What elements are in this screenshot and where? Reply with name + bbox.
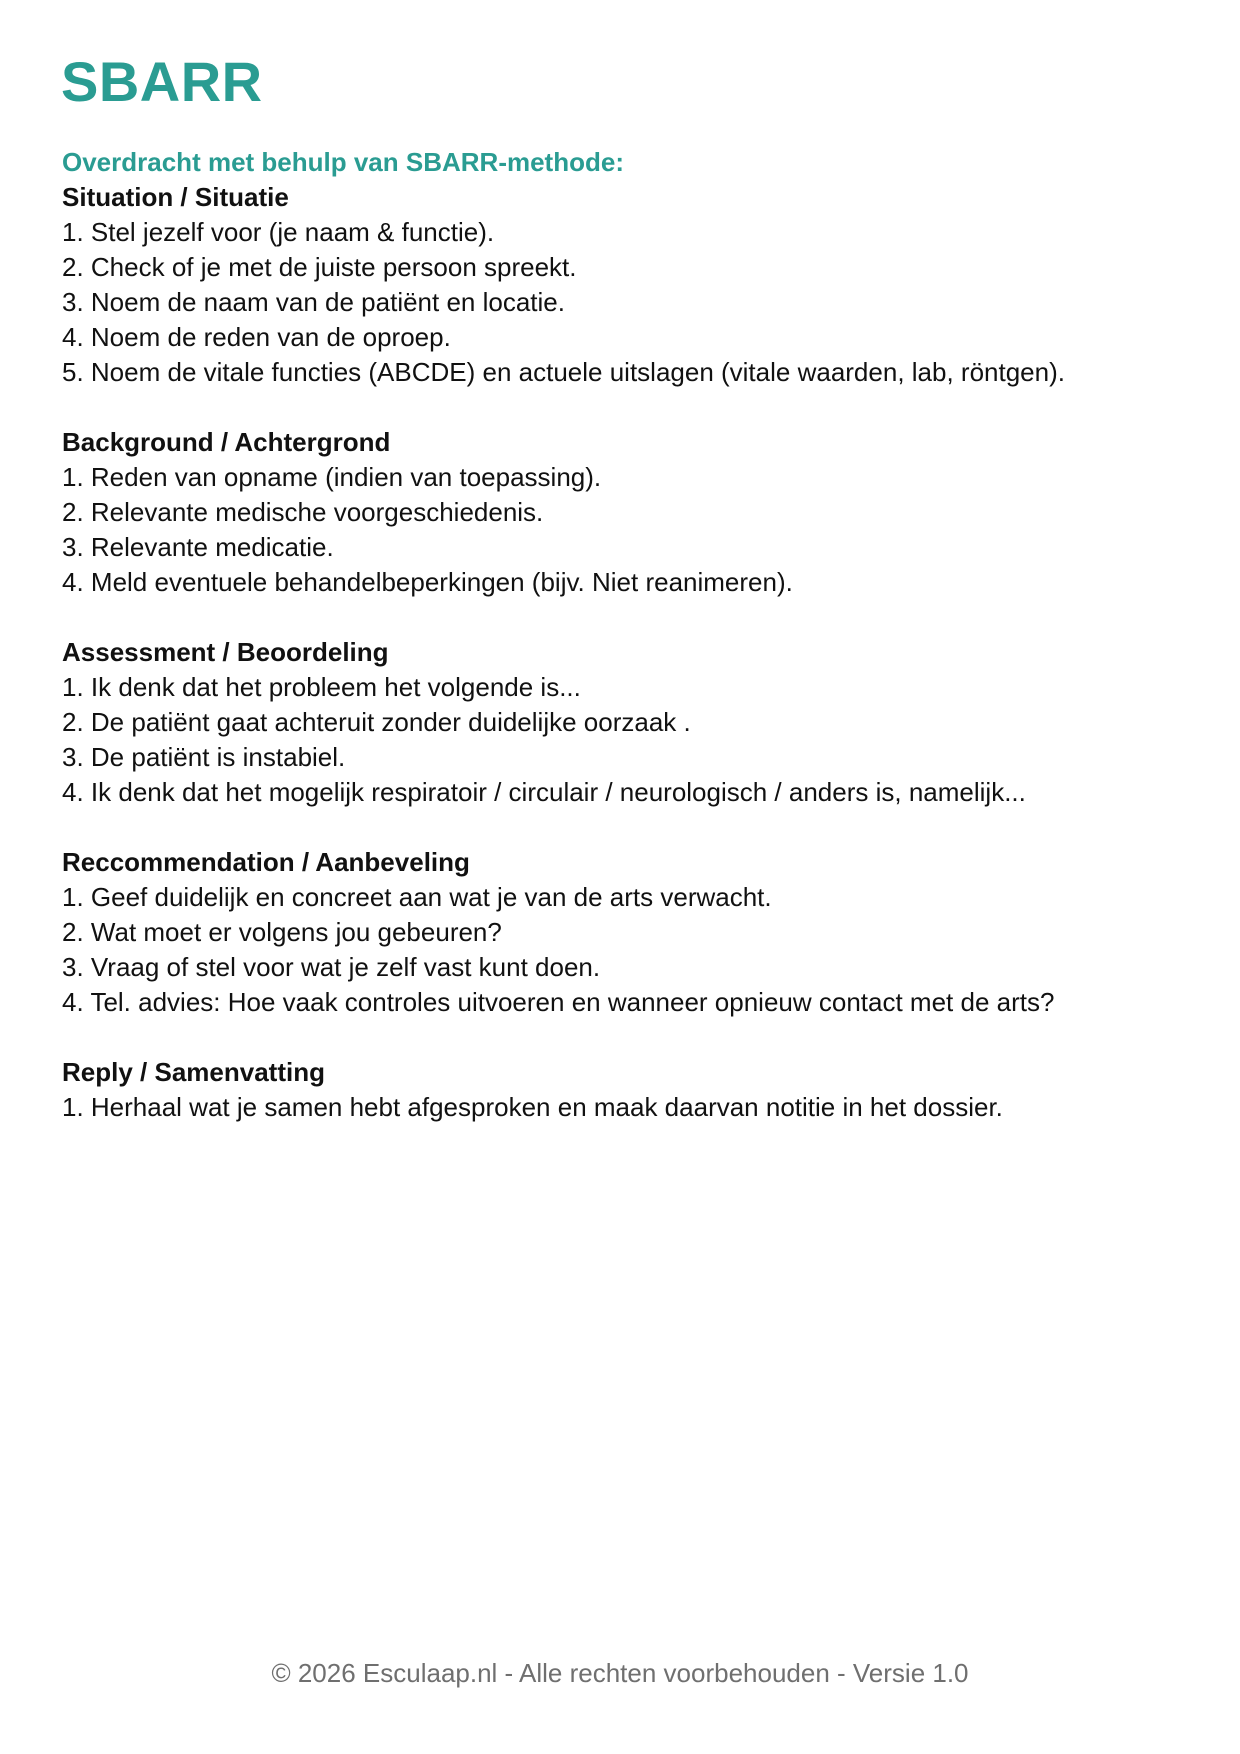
section-list	[62, 215, 1182, 390]
list-item: 4. Meld eventuele behandelbeperkingen (bijv. Niet reanimeren).	[62, 567, 793, 597]
section-reply	[62, 1055, 1182, 1125]
section-list	[62, 880, 1182, 1020]
list-item: 1. Ik denk dat het probleem het volgende is...	[62, 672, 581, 702]
list-item: 3. De patiënt is instabiel.	[62, 742, 346, 772]
section-recommendation	[62, 845, 1182, 1020]
footer-copyright: © 2026 Esculaap.nl - Alle rechten voorbehouden - Versie 1.0	[271, 1658, 969, 1688]
section-heading: Reply / Samenvatting	[62, 1057, 325, 1087]
list-item: 1. Herhaal wat je samen hebt afgesproken en maak daarvan notitie in het dossier.	[62, 1092, 1003, 1122]
list-item: 4. Noem de reden van de oproep.	[62, 322, 451, 352]
section-list	[62, 670, 1182, 810]
list-item: 2. De patiënt gaat achteruit zonder duidelijke oorzaak .	[62, 707, 691, 737]
section-heading: Situation / Situatie	[62, 182, 289, 212]
document-body	[62, 145, 1182, 1125]
list-item: 4. Ik denk dat het mogelijk respiratoir / circulair / neurologisch / anders is, namelijk...	[62, 777, 1026, 807]
section-assessment	[62, 635, 1182, 810]
list-item: 2. Wat moet er volgens jou gebeuren?	[62, 917, 502, 947]
section-heading: Assessment / Beoordeling	[62, 637, 389, 667]
intro-heading: Overdracht met behulp van SBARR-methode:	[62, 147, 624, 177]
section-background	[62, 425, 1182, 600]
section-heading: Background / Achtergrond	[62, 427, 391, 457]
list-item: 5. Noem de vitale functies (ABCDE) en actuele uitslagen (vitale waarden, lab, röntgen).	[62, 357, 1065, 387]
list-item: 1. Geef duidelijk en concreet aan wat je van de arts verwacht.	[62, 882, 772, 912]
section-situation	[62, 180, 1182, 390]
section-list	[62, 460, 1182, 600]
list-item: 1. Reden van opname (indien van toepassing).	[62, 462, 602, 492]
list-item: 3. Relevante medicatie.	[62, 532, 334, 562]
list-item: 2. Check of je met de juiste persoon spreekt.	[62, 252, 577, 282]
list-item: 2. Relevante medische voorgeschiedenis.	[62, 497, 544, 527]
list-item: 3. Vraag of stel voor wat je zelf vast kunt doen.	[62, 952, 601, 982]
section-list	[62, 1090, 1182, 1125]
section-heading: Reccommendation / Aanbeveling	[62, 847, 470, 877]
list-item: 3. Noem de naam van de patiënt en locatie.	[62, 287, 565, 317]
list-item: 1. Stel jezelf voor (je naam & functie).	[62, 217, 495, 247]
list-item: 4. Tel. advies: Hoe vaak controles uitvoeren en wanneer opnieuw contact met de arts?	[62, 987, 1055, 1017]
page-title: SBARR	[61, 50, 263, 113]
